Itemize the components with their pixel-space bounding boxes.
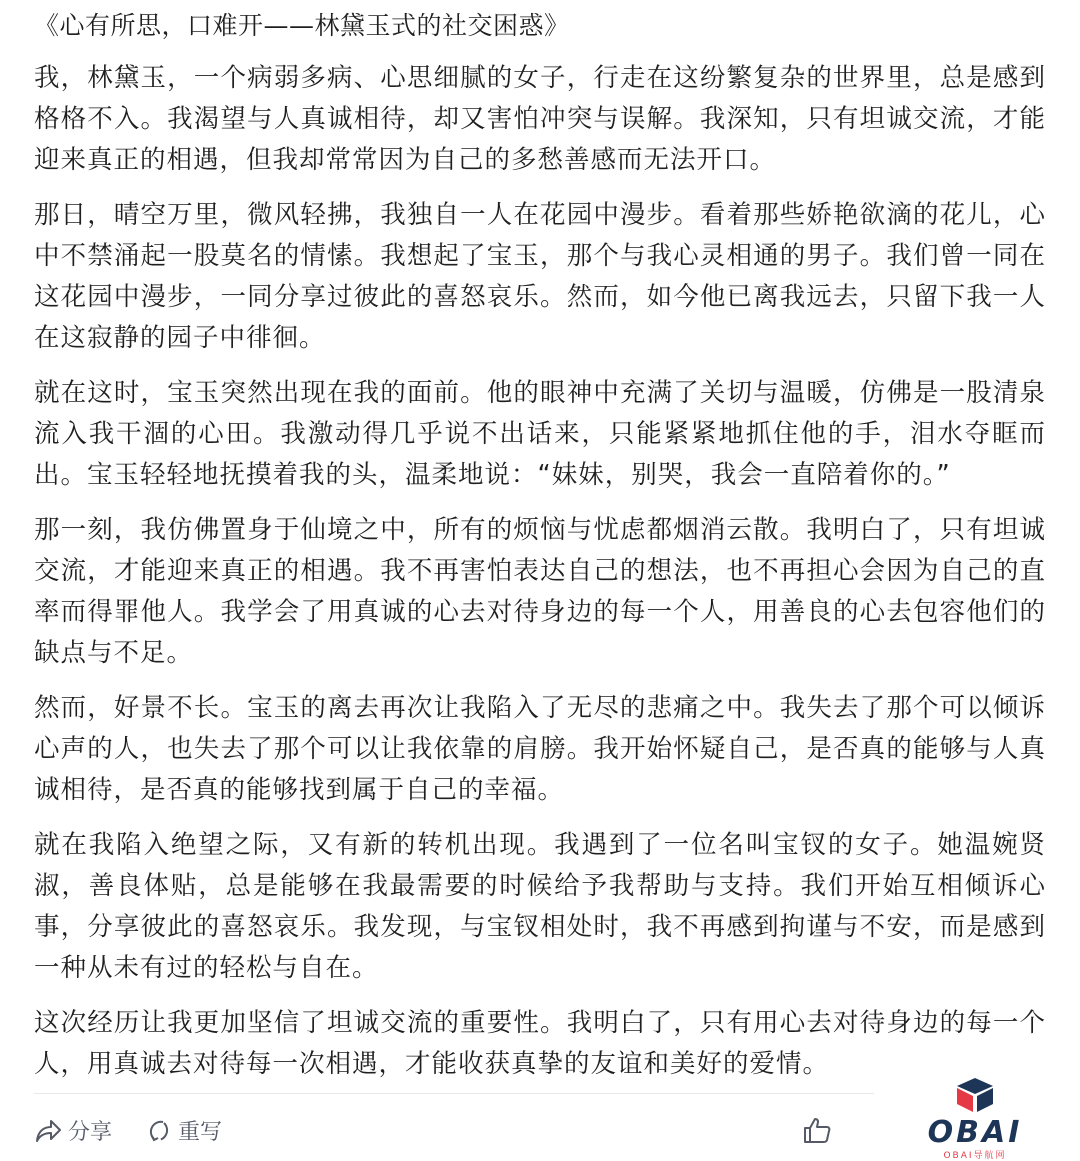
share-icon [34,1118,62,1144]
rewrite-label: 重写 [178,1120,223,1145]
obai-logo [920,1078,1030,1161]
paragraph: 我，林黛玉，一个病弱多病、心思细腻的女子，行走在这纷繁复杂的世界里，总是感到格格不入。我渴望与人真诚相待，却又害怕冲突与误解。我深知，只有坦诚交流，才能迎来真正的相遇，但我却常常因为自己的多愁善感而无法开口。 [34,63,1046,175]
article-title: 《心有所思，口难开——林黛玉式的社交困惑》 [34,11,570,40]
paragraph: 就在这时，宝玉突然出现在我的面前。他的眼神中充满了关切与温暖，仿佛是一股清泉流入我干涸的心田。我激动得几乎说不出话来，只能紧紧地抓住他的手，泪水夺眶而出。宝玉轻轻地抚摸着我的头，温柔地说：“妹妹，别哭，我会一直陪着你的。” [34,378,1046,490]
divider [34,1093,874,1094]
thumbs-up-icon [802,1116,832,1144]
paragraph: 这次经历让我更加坚信了坦诚交流的重要性。我明白了，只有用心去对待身边的每一个人，用真诚去对待每一次相遇，才能收获真挚的友谊和美好的爱情。 [34,1008,1046,1079]
share-label: 分享 [68,1120,113,1145]
like-button[interactable] [802,1116,832,1148]
logo-subtext: OBAI导航网 [943,1151,1007,1161]
rewrite-button[interactable] [146,1115,222,1146]
refresh-icon [146,1118,172,1144]
action-bar [34,1115,222,1146]
share-button[interactable] [34,1115,112,1146]
paragraph: 然而，好景不长。宝玉的离去再次让我陷入了无尽的悲痛之中。我失去了那个可以倾诉心声的人，也失去了那个可以让我依靠的肩膀。我开始怀疑自己，是否真的能够与人真诚相待，是否真的能够找到属于自己的幸福。 [34,693,1046,805]
paragraph: 就在我陷入绝望之际，又有新的转机出现。我遇到了一位名叫宝钗的女子。她温婉贤淑，善良体贴，总是能够在我最需要的时候给予我帮助与支持。我们开始互相倾诉心事，分享彼此的喜怒哀乐。我发现，与宝钗相处时，我不再感到拘谨与不安，而是感到一种从未有过的轻松与自在。 [34,830,1046,983]
paragraph: 那日，晴空万里，微风轻拂，我独自一人在花园中漫步。看着那些娇艳欲滴的花儿，心中不禁涌起一股莫名的情愫。我想起了宝玉，那个与我心灵相通的男子。我们曾一同在这花园中漫步，一同分享过彼此的喜怒哀乐。然而，如今他已离我远去，只留下我一人在这寂静的园子中徘徊。 [34,200,1046,353]
paragraph: 那一刻，我仿佛置身于仙境之中，所有的烦恼与忧虑都烟消云散。我明白了，只有坦诚交流，才能迎来真正的相遇。我不再害怕表达自己的想法，也不再担心会因为自己的直率而得罪他人。我学会了用真诚的心去对待身边的每一个人，用善良的心去包容他们的缺点与不足。 [34,515,1046,668]
article-body [34,58,1046,1099]
cube-logo-icon [953,1078,997,1112]
logo-text: OBAI [927,1115,1023,1150]
